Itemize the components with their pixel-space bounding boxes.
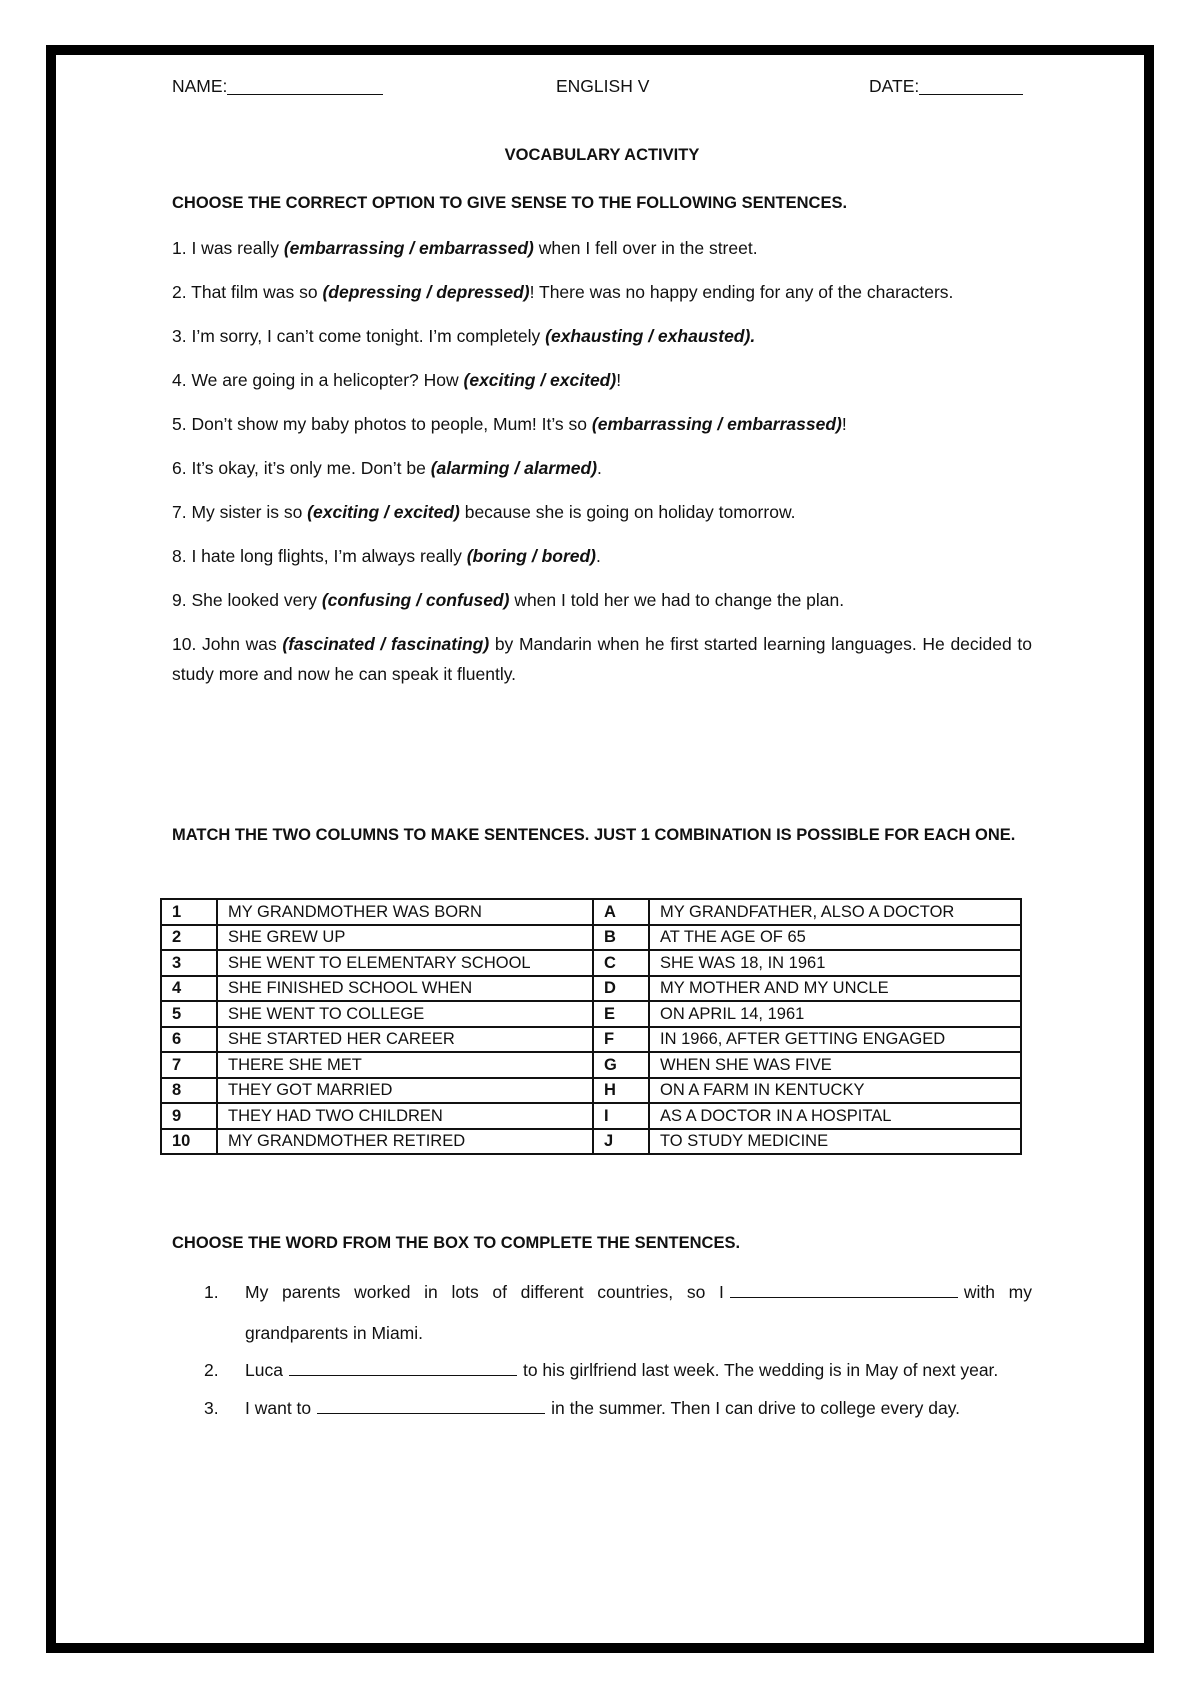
question-text: 7. My sister is so [172,502,308,522]
question-text: 9. She looked very [172,590,322,610]
answer-choice[interactable]: (confusing / confused) [321,590,510,610]
question-text-end: ! There was no happy ending for any of the characters. [529,282,954,302]
table-row [161,976,1021,1002]
right-column-phrase: AS A DOCTOR IN A HOSPITAL [649,1103,1021,1129]
name-blank[interactable] [227,76,383,95]
question-text-end: when I fell over in the street. [533,238,758,258]
match-table [160,898,1022,1155]
sentence-end: to his girlfriend last week. The wedding is in May of next year. [522,1360,999,1380]
date-blank[interactable] [919,76,1023,95]
answer-choice[interactable]: (depressing / depressed) [322,282,530,302]
row-letter: J [593,1129,649,1155]
left-column-phrase: MY GRANDMOTHER WAS BORN [217,899,593,925]
right-column-phrase: IN 1966, AFTER GETTING ENGAGED [649,1027,1021,1053]
row-letter: F [593,1027,649,1053]
row-letter: A [593,899,649,925]
section2-instruction: MATCH THE TWO COLUMNS TO MAKE SENTENCES. JUST 1 COMBINATION IS POSSIBLE FOR EACH ONE. [172,826,1016,844]
row-number: 6 [161,1027,217,1053]
question-text: 3. I’m sorry, I can’t come tonight. I’m completely [172,326,546,346]
table-row [161,1078,1021,1104]
sentence-start: I want to [245,1397,312,1418]
item-number: 3. [204,1397,219,1418]
left-column-phrase: THERE SHE MET [217,1052,593,1078]
answer-choice[interactable]: (fascinated / fascinating) [282,634,490,654]
row-letter: H [593,1078,649,1104]
sentence-start: My parents worked in lots of different countries, so I [245,1282,724,1302]
worksheet-header [172,76,1032,102]
table-row [161,1103,1021,1129]
right-column-phrase: AT THE AGE OF 65 [649,925,1021,951]
row-number: 4 [161,976,217,1002]
row-number: 1 [161,899,217,925]
left-column-phrase: SHE WENT TO COLLEGE [217,1001,593,1027]
question-item [172,321,1032,351]
question-item [172,365,1032,395]
left-column-phrase: SHE WENT TO ELEMENTARY SCHOOL [217,950,593,976]
section-choose-option [172,192,1032,703]
section1-instruction: CHOOSE THE CORRECT OPTION TO GIVE SENSE TO THE FOLLOWING SENTENCES. [172,194,848,212]
question-item [172,585,1032,615]
question-text: 5. Don’t show my baby photos to people, Mum! It’s so [172,414,592,434]
right-column-phrase: MY GRANDFATHER, ALSO A DOCTOR [649,899,1021,925]
answer-blank[interactable] [730,1277,958,1298]
row-number: 10 [161,1129,217,1155]
row-number: 3 [161,950,217,976]
left-column-phrase: SHE GREW UP [217,925,593,951]
section-match-columns [172,820,1032,850]
right-column-phrase: SHE WAS 18, IN 1961 [649,950,1021,976]
question-text-end: when I told her we had to change the plan. [509,590,845,610]
name-label: NAME: [172,76,228,96]
right-column-phrase: ON APRIL 14, 1961 [649,1001,1021,1027]
table-row [161,899,1021,925]
question-text: 10. John was [172,634,283,654]
row-letter: I [593,1103,649,1129]
subject-label: ENGLISH V [556,76,650,96]
answer-choice[interactable]: (embarrassing / embarrassed) [591,414,842,434]
item-number: 2. [204,1360,219,1380]
question-item [172,629,1032,689]
answer-choice[interactable]: (embarrassing / embarrassed) [283,238,534,258]
question-text: 1. I was really [172,238,284,258]
sentence-end: in the summer. Then I can drive to college every day. [551,1397,961,1418]
row-letter: E [593,1001,649,1027]
table-row [161,1001,1021,1027]
left-column-phrase: THEY GOT MARRIED [217,1078,593,1104]
sentence-start: Luca [245,1360,283,1380]
left-column-phrase: MY GRANDMOTHER RETIRED [217,1129,593,1155]
section3-question-list [172,1272,1032,1428]
question-text-end: ! [841,414,847,434]
answer-choice[interactable]: (exciting / excited) [307,502,460,522]
right-column-phrase: TO STUDY MEDICINE [649,1129,1021,1155]
question-text: 4. We are going in a helicopter? How [172,370,464,390]
list-item [172,1272,1032,1353]
item-number: 1. [204,1282,219,1302]
date-field[interactable] [869,76,919,97]
answer-choice[interactable]: (exhausting / exhausted). [545,326,756,346]
answer-choice[interactable]: (boring / bored) [466,546,597,566]
page-title: VOCABULARY ACTIVITY [504,146,700,164]
question-text-end: ! [616,370,622,390]
question-item [172,409,1032,439]
date-label: DATE: [869,76,920,96]
question-text-end: by Mandarin when he first started learning languages. He decided to study more and now he can speak it fluently. [172,634,1032,684]
row-number: 5 [161,1001,217,1027]
row-number: 8 [161,1078,217,1104]
question-text-end: because she is going on holiday tomorrow. [459,502,796,522]
question-text-end: . [597,458,602,478]
left-column-phrase: SHE FINISHED SCHOOL WHEN [217,976,593,1002]
list-item [172,1350,1032,1391]
row-letter: C [593,950,649,976]
question-text-end: . [596,546,601,566]
list-item [172,1388,1032,1429]
left-column-phrase: SHE STARTED HER CAREER [217,1027,593,1053]
question-item [172,541,1032,571]
table-row [161,1129,1021,1155]
table-row [161,925,1021,951]
section3-instruction: CHOOSE THE WORD FROM THE BOX TO COMPLETE THE SENTENCES. [172,1234,741,1252]
row-letter: G [593,1052,649,1078]
row-number: 2 [161,925,217,951]
right-column-phrase: ON A FARM IN KENTUCKY [649,1078,1021,1104]
right-column-phrase: WHEN SHE WAS FIVE [649,1052,1021,1078]
section1-question-list [172,233,1032,689]
question-item [172,233,1032,263]
question-item [172,497,1032,527]
answer-blank[interactable] [289,1355,517,1376]
answer-blank[interactable] [317,1393,545,1414]
right-column-phrase: MY MOTHER AND MY UNCLE [649,976,1021,1002]
question-item [172,277,1032,307]
row-number: 7 [161,1052,217,1078]
name-field[interactable] [172,76,227,97]
row-letter: D [593,976,649,1002]
answer-choice[interactable]: (exciting / excited) [463,370,617,390]
left-column-phrase: THEY HAD TWO CHILDREN [217,1103,593,1129]
question-item [172,453,1032,483]
section-complete-sentences [172,1232,1032,1425]
question-text: 8. I hate long flights, I’m always really [172,546,467,566]
question-text: 6. It’s okay, it’s only me. Don’t be [172,458,431,478]
table-row [161,1027,1021,1053]
table-row [161,950,1021,976]
row-number: 9 [161,1103,217,1129]
table-row [161,1052,1021,1078]
answer-choice[interactable]: (alarming / alarmed) [430,458,598,478]
row-letter: B [593,925,649,951]
sentence-end: with my grandparents in Miami. [245,1282,1033,1343]
question-text: 2. That film was so [172,282,323,302]
